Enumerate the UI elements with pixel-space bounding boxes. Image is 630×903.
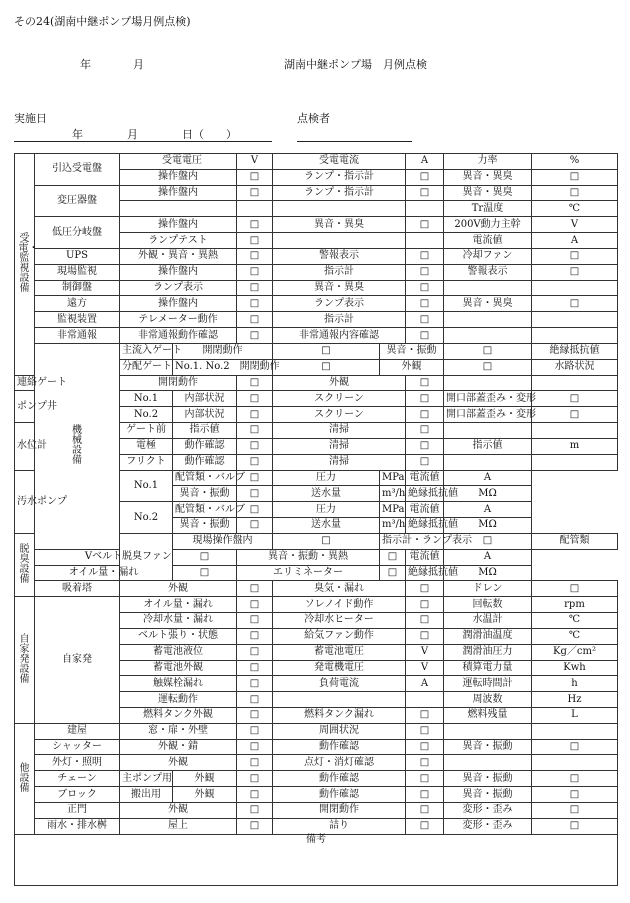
item: 異音・異臭 — [273, 280, 406, 296]
checkbox[interactable]: □ — [406, 755, 444, 771]
row-label: 正門 — [35, 802, 120, 818]
item: 動作確認 — [273, 771, 406, 787]
unit-value-field[interactable]: V — [237, 154, 273, 170]
checkbox[interactable]: □ — [406, 423, 444, 439]
item: 指示計 — [273, 312, 406, 328]
unit-value-field[interactable]: A — [444, 470, 532, 486]
unit-value-field[interactable]: MΩ — [444, 486, 532, 502]
item: ゲート前 — [120, 423, 173, 439]
checkbox[interactable]: □ — [237, 391, 273, 407]
checkbox[interactable]: □ — [406, 707, 444, 723]
checkbox[interactable]: □ — [406, 802, 444, 818]
unit-value-field[interactable]: % — [532, 154, 618, 170]
row-label: 分配ゲート — [120, 359, 173, 375]
checkbox[interactable]: □ — [237, 644, 273, 660]
item: 潤滑油圧力 — [444, 644, 532, 660]
item: 負荷電流 — [273, 676, 406, 692]
item: 警報表示 — [444, 264, 532, 280]
item: ランプ・指示計 — [273, 169, 406, 185]
item: 動作確認 — [273, 739, 406, 755]
item: 内部状況 — [173, 407, 237, 423]
row-label: 外灯・照明 — [35, 755, 120, 771]
checkbox[interactable]: □ — [173, 565, 237, 581]
month-label: 月 — [133, 58, 144, 71]
row-label: チェーン — [35, 771, 120, 787]
item: 指示計 — [273, 264, 406, 280]
item: 外観・錆 — [120, 739, 237, 755]
item: 力率 — [444, 154, 532, 170]
unit-value-field[interactable]: Kg／cm² — [532, 644, 618, 660]
checkbox[interactable]: □ — [406, 818, 444, 834]
item: 水温計 — [444, 613, 532, 629]
item: 絶縁抵抗値 — [406, 565, 444, 581]
row-label: 制御盤 — [35, 280, 120, 296]
item: 内部状況 — [173, 391, 237, 407]
item: 清掃 — [273, 423, 406, 439]
checkbox[interactable]: □ — [532, 296, 618, 312]
checkbox[interactable]: □ — [532, 802, 618, 818]
unit-value-field[interactable]: m — [532, 438, 618, 454]
item: ランプ・指示計 — [273, 185, 406, 201]
row-label: 雨水・排水桝 — [35, 818, 120, 834]
checkbox[interactable]: □ — [273, 359, 380, 375]
item: 冷却水ヒーター — [273, 613, 406, 629]
checkbox[interactable]: □ — [237, 169, 273, 185]
checkbox[interactable]: □ — [380, 565, 406, 581]
unit-value-field[interactable]: V — [532, 217, 618, 233]
item: 送水量 — [273, 486, 380, 502]
row-label: 水位計 — [15, 423, 35, 470]
checkbox[interactable]: □ — [406, 296, 444, 312]
checkbox[interactable]: □ — [273, 533, 380, 549]
item: No.2 — [120, 407, 173, 423]
checkbox[interactable]: □ — [406, 248, 444, 264]
checkbox[interactable]: □ — [444, 533, 532, 549]
item: 電流値 — [444, 233, 532, 249]
row-label: 建屋 — [35, 723, 120, 739]
checkbox[interactable]: □ — [444, 359, 532, 375]
item: 動作確認 — [273, 787, 406, 803]
item: ランプテスト — [120, 233, 237, 249]
row-label: 非常通報 — [35, 328, 120, 344]
checkbox[interactable]: □ — [532, 407, 618, 423]
checkbox[interactable]: □ — [406, 185, 444, 201]
item: 開閉動作 — [173, 343, 273, 359]
checkbox[interactable]: □ — [406, 597, 444, 613]
year-label: 年 — [80, 58, 91, 71]
item: 変形・歪み — [444, 818, 532, 834]
item: 蓄電池外観 — [120, 660, 237, 676]
item: 窓・扉・外壁 — [120, 723, 237, 739]
item: 操作盤内 — [120, 217, 237, 233]
checkbox[interactable]: □ — [237, 248, 273, 264]
item: ランプ表示 — [120, 280, 237, 296]
inspector-label: 点検者 — [297, 112, 330, 125]
checkbox[interactable]: □ — [406, 407, 444, 423]
inspection-table — [14, 153, 618, 886]
item: 配管類・バルブ — [173, 502, 237, 518]
item: No.1 — [120, 391, 173, 407]
item: テレメーター動作 — [120, 312, 237, 328]
unit-value-field[interactable]: MPa — [380, 502, 406, 518]
unit-value-field[interactable]: MPa — [380, 470, 406, 486]
checkbox[interactable]: □ — [406, 723, 444, 739]
checkbox[interactable]: □ — [237, 787, 273, 803]
checkbox[interactable]: □ — [237, 581, 273, 597]
form-title: その24(湖南中継ポンプ場月例点検) — [14, 15, 191, 28]
checkbox[interactable]: □ — [237, 723, 273, 739]
checkbox[interactable]: □ — [532, 185, 618, 201]
item: 異音・振動 — [444, 787, 532, 803]
item: 圧力 — [273, 470, 380, 486]
item: 異音・異臭 — [444, 296, 532, 312]
category-generator: 自家発設備 — [15, 597, 35, 724]
checkbox[interactable]: □ — [237, 470, 273, 486]
item: No.2 — [120, 502, 173, 534]
item: No.1 — [120, 470, 173, 502]
checkbox[interactable]: □ — [237, 818, 273, 834]
item: 清掃 — [273, 454, 406, 470]
checkbox[interactable]: □ — [406, 771, 444, 787]
item: 操作盤内 — [120, 185, 237, 201]
remarks-label: 備考 — [306, 833, 326, 845]
item: 外観 — [120, 581, 237, 597]
checkbox[interactable]: □ — [237, 264, 273, 280]
date-underline — [14, 141, 272, 142]
checkbox[interactable]: □ — [406, 391, 444, 407]
item: 受電電圧 — [120, 154, 237, 170]
item: 変形・歪み — [444, 802, 532, 818]
item: 異音・異臭 — [444, 169, 532, 185]
checkbox[interactable]: □ — [237, 771, 273, 787]
checkbox[interactable]: □ — [237, 423, 273, 439]
item: スクリーン — [273, 407, 406, 423]
item: 燃料タンク外観 — [120, 707, 237, 723]
item: スクリーン — [273, 391, 406, 407]
unit-value-field[interactable]: L — [532, 707, 618, 723]
checkbox[interactable]: □ — [406, 312, 444, 328]
unit-value-field[interactable]: Hz — [532, 692, 618, 708]
item: 受電電流 — [273, 154, 406, 170]
unit-value-field[interactable]: h — [532, 676, 618, 692]
checkbox[interactable]: □ — [173, 549, 237, 565]
checkbox[interactable]: □ — [237, 597, 273, 613]
row-label: UPS — [35, 248, 120, 264]
checkbox[interactable]: □ — [237, 375, 273, 391]
checkbox[interactable]: □ — [237, 739, 273, 755]
item: エリミネーター — [237, 565, 380, 581]
unit-value-field[interactable]: MΩ — [444, 565, 532, 581]
item: 絶縁抵抗値 — [406, 518, 444, 534]
item: 外観・異音・異熱 — [120, 248, 237, 264]
unit-value-field[interactable]: A — [444, 502, 532, 518]
checkbox[interactable]: □ — [532, 771, 618, 787]
checkbox[interactable]: □ — [237, 217, 273, 233]
item: 電流値 — [406, 549, 444, 565]
row-label: 遠方 — [35, 296, 120, 312]
checkbox[interactable]: □ — [273, 343, 380, 359]
checkbox[interactable]: □ — [237, 660, 273, 676]
item: 異音・異臭 — [444, 185, 532, 201]
item: 異音・振動 — [380, 343, 444, 359]
item: 指示計・ランプ表示 — [380, 533, 444, 549]
item: 水路状況 — [532, 359, 618, 375]
unit-value-field[interactable]: V — [406, 660, 444, 676]
item: 異音・振動・異熱 — [237, 549, 380, 565]
row-label: 変圧器盤 — [35, 185, 120, 217]
row-label: ブロック — [35, 787, 120, 803]
item: 外観 — [380, 359, 444, 375]
unit-value-field[interactable]: m³/h — [380, 518, 406, 534]
date-field[interactable]: 年 月 日（ ） — [72, 128, 237, 141]
checkbox[interactable]: □ — [406, 613, 444, 629]
unit-value-field[interactable]: A — [406, 154, 444, 170]
checkbox[interactable]: □ — [237, 486, 273, 502]
unit-value-field[interactable]: m³/h — [380, 486, 406, 502]
item: 蓄電池液位 — [120, 644, 237, 660]
item: 給気ファン動作 — [273, 628, 406, 644]
item: 屋上 — [120, 818, 237, 834]
category-deodorize: 脱臭設備 — [15, 533, 35, 596]
item: 開口部蓋歪み・変形 — [444, 407, 532, 423]
item: ランプ表示 — [273, 296, 406, 312]
item: ベルト張り・状態 — [120, 628, 237, 644]
item: 電流値 — [406, 470, 444, 486]
item: 外観 — [173, 787, 237, 803]
item: 異音・振動 — [173, 518, 237, 534]
checkbox[interactable]: □ — [406, 328, 444, 344]
checkbox[interactable]: □ — [237, 755, 273, 771]
item: 蓄電池電圧 — [273, 644, 406, 660]
checkbox[interactable]: □ — [237, 692, 273, 708]
checkbox[interactable]: □ — [237, 233, 273, 249]
unit-value-field[interactable]: ℃ — [532, 628, 618, 644]
item: 異音・振動 — [444, 739, 532, 755]
item: 臭気・漏れ — [273, 581, 406, 597]
checkbox[interactable]: □ — [406, 438, 444, 454]
unit-value-field[interactable]: A — [406, 676, 444, 692]
item: 異音・異臭 — [273, 217, 406, 233]
item: 周波数 — [444, 692, 532, 708]
item: 送水量 — [273, 518, 380, 534]
item: 外観 — [120, 802, 237, 818]
item: 積算電力量 — [444, 660, 532, 676]
checkbox[interactable]: □ — [237, 185, 273, 201]
unit-value-field[interactable]: rpm — [532, 597, 618, 613]
row-label: シャッター — [35, 739, 120, 755]
row-label: ポンプ井 — [15, 391, 35, 423]
row-label: 引込受電盤 — [35, 154, 120, 186]
item: 非常通報内容確認 — [273, 328, 406, 344]
checkbox[interactable]: □ — [237, 707, 273, 723]
item: 動作確認 — [173, 454, 237, 470]
row-label: 自家発 — [35, 597, 120, 724]
item: 冷却水量・漏れ — [120, 613, 237, 629]
item: 回転数 — [444, 597, 532, 613]
item: 運転動作 — [120, 692, 237, 708]
item: 点灯・消灯確認 — [273, 755, 406, 771]
item: 指示値 — [173, 423, 237, 439]
item: 配管類・バルブ — [173, 470, 237, 486]
item: 燃料残量 — [444, 707, 532, 723]
checkbox[interactable]: □ — [237, 676, 273, 692]
implementation-date-label: 実施日 — [14, 112, 47, 125]
checkbox[interactable]: □ — [380, 549, 406, 565]
row-label: 吸着塔 — [35, 581, 120, 597]
checkbox[interactable]: □ — [532, 581, 618, 597]
item: 操作盤内 — [120, 169, 237, 185]
item: 圧力 — [273, 502, 380, 518]
item: 外観 — [120, 755, 237, 771]
item: 触媒栓漏れ — [120, 676, 237, 692]
item: 絶縁抵抗値 — [532, 343, 618, 359]
row-label: 低圧分岐盤 — [35, 217, 120, 249]
category-power: 受電・監視設備 — [15, 154, 35, 376]
checkbox[interactable]: □ — [406, 280, 444, 296]
checkbox[interactable]: □ — [406, 454, 444, 470]
checkbox[interactable]: □ — [237, 280, 273, 296]
unit-value-field[interactable]: MΩ — [444, 518, 532, 534]
item: 非常通報動作確認 — [120, 328, 237, 344]
checkbox[interactable]: □ — [406, 581, 444, 597]
checkbox[interactable]: □ — [237, 628, 273, 644]
item: ドレン — [444, 581, 532, 597]
item: 開閉動作 — [273, 802, 406, 818]
item: 詰り — [273, 818, 406, 834]
item: 配管類 — [532, 533, 618, 549]
item: 電極 — [120, 438, 173, 454]
checkbox[interactable]: □ — [444, 343, 532, 359]
checkbox[interactable]: □ — [237, 502, 273, 518]
inspector-underline — [297, 141, 412, 142]
unit-value-field[interactable]: Kwh — [532, 660, 618, 676]
item: 開閉動作 — [120, 375, 237, 391]
item: 操作盤内 — [120, 264, 237, 280]
row-label: 監視装置 — [35, 312, 120, 328]
item: 絶縁抵抗値 — [406, 486, 444, 502]
category-machinery: 機械設備 — [35, 343, 120, 549]
item: 異音・振動 — [173, 486, 237, 502]
item: 外観 — [273, 375, 406, 391]
checkbox[interactable]: □ — [532, 787, 618, 803]
item: 主ポンプ用 — [120, 771, 173, 787]
item: 搬出用 — [120, 787, 173, 803]
checkbox[interactable]: □ — [532, 818, 618, 834]
item: Tr温度 — [444, 201, 532, 217]
item: 清掃 — [273, 438, 406, 454]
item: ソレノイド動作 — [273, 597, 406, 613]
row-label: 現場監視 — [35, 264, 120, 280]
item: 電流値 — [406, 502, 444, 518]
checkbox[interactable]: □ — [406, 375, 444, 391]
item: 動作確認 — [173, 438, 237, 454]
row-label: 脱臭ファン — [120, 533, 173, 580]
checkbox[interactable]: □ — [532, 739, 618, 755]
unit-value-field[interactable]: V — [406, 644, 444, 660]
checkbox[interactable]: □ — [532, 248, 618, 264]
item: 外観 — [173, 771, 237, 787]
item: 異音・振動 — [444, 771, 532, 787]
item: 操作盤内 — [120, 296, 237, 312]
checkbox[interactable]: □ — [237, 312, 273, 328]
checkbox[interactable]: □ — [237, 296, 273, 312]
checkbox[interactable]: □ — [237, 613, 273, 629]
item: 周囲状況 — [273, 723, 406, 739]
checkbox[interactable]: □ — [237, 802, 273, 818]
checkbox[interactable]: □ — [406, 169, 444, 185]
item: 潤滑油温度 — [444, 628, 532, 644]
checkbox[interactable]: □ — [532, 391, 618, 407]
item: 開口部蓋歪み・変形 — [444, 391, 532, 407]
checkbox[interactable]: □ — [532, 169, 618, 185]
unit-value-field[interactable]: A — [444, 549, 532, 565]
item: オイル量・漏れ — [35, 565, 173, 581]
checkbox[interactable]: □ — [406, 739, 444, 755]
checkbox[interactable]: □ — [406, 264, 444, 280]
remarks-field[interactable] — [15, 834, 618, 885]
item: フリクト — [120, 454, 173, 470]
unit-value-field[interactable]: ℃ — [532, 613, 618, 629]
item: 指示値 — [444, 438, 532, 454]
item: 冷却ファン — [444, 248, 532, 264]
checkbox[interactable]: □ — [406, 787, 444, 803]
item: Vベルト — [35, 549, 173, 565]
row-label: 連絡ゲート — [15, 375, 35, 391]
item: 運転時間計 — [444, 676, 532, 692]
checkbox[interactable]: □ — [237, 438, 273, 454]
item: 発電機電圧 — [273, 660, 406, 676]
item: 現場操作盤内 — [173, 533, 273, 549]
unit-value-field[interactable]: ℃ — [532, 201, 618, 217]
item: 燃料タンク漏れ — [273, 707, 406, 723]
checkbox[interactable]: □ — [406, 628, 444, 644]
checkbox[interactable]: □ — [237, 454, 273, 470]
unit-value-field[interactable]: A — [532, 233, 618, 249]
checkbox[interactable]: □ — [532, 264, 618, 280]
item: オイル量・漏れ — [120, 597, 237, 613]
checkbox[interactable]: □ — [406, 217, 444, 233]
inspection-title: 湖南中継ポンプ場 月例点検 — [284, 58, 427, 71]
checkbox[interactable]: □ — [237, 328, 273, 344]
item: No.1. No.2 開閉動作 — [173, 359, 273, 375]
checkbox[interactable]: □ — [237, 518, 273, 534]
item: 200V動力主幹 — [444, 217, 532, 233]
row-label: 主流入ゲート — [120, 343, 173, 359]
row-label: 汚水ポンプ — [15, 470, 35, 533]
item: 警報表示 — [273, 248, 406, 264]
checkbox[interactable]: □ — [237, 407, 273, 423]
category-other: 他設備 — [15, 723, 35, 834]
